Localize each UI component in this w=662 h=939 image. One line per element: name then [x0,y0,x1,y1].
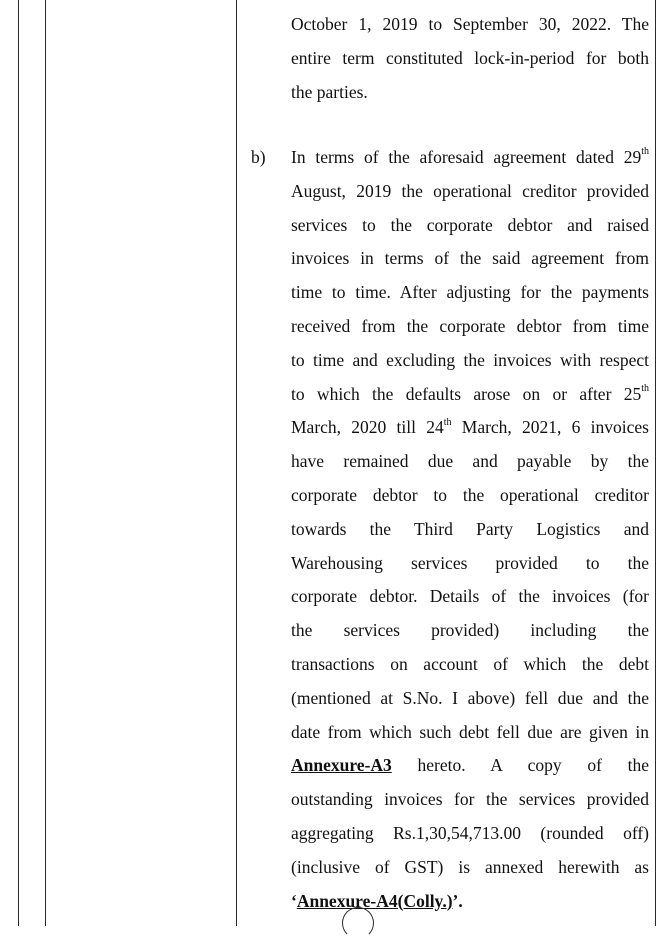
text-line: transactions on account of which the debt [291,653,649,674]
text-line: corporate debtor to the operational creditor [291,484,649,505]
text-line: received from the corporate debtor from time [291,315,649,336]
text-line: time to time. After adjusting for the payments [291,282,649,303]
text-line: the parties. [291,81,368,102]
paragraph-a-continuation [291,8,649,109]
text-run: to which the defaults arose on or after 25 [291,383,642,404]
text-line: towards the Third Party Logistics and [291,518,649,539]
page-number-circle-mark [342,907,374,939]
text-line: (inclusive of GST) is annexed herewith as [291,856,649,877]
text-line: services to the corporate debtor and raised [291,214,649,235]
text-run: March, 2021, 6 invoices [451,417,649,438]
text-line: outstanding invoices for the services provided [291,789,649,810]
table-border-right [655,0,656,926]
text-line: (mentioned at S.No. I above) fell due and the [291,687,649,708]
text-line: invoices in terms of the said agreement from [291,248,649,269]
text-line: October 1, 2019 to September 30, 2022. The [291,14,649,34]
ordinal-suffix: th [443,416,452,428]
text-line: entire term constituted lock-in-period for both [291,47,649,68]
text-line [291,749,649,783]
text-run: In terms of the aforesaid agreement dated 29 [291,147,642,167]
text-line: corporate debtor. Details of the invoices (for [291,586,649,607]
text-line: to time and excluding the invoices with respect [291,349,649,370]
text-line [291,141,649,175]
text-run: March, 2020 till 24 [291,417,444,438]
text-line: have remained due and payable by the [291,451,649,472]
item-label-b: b) [251,147,266,167]
open-quote: ‘ [291,890,297,911]
text-line: August, 2019 the operational creditor provided [291,180,649,201]
annexure-a3-reference: Annexure-A3 [291,755,392,776]
annexure-a4-reference: Annexure-A4(Colly.) [296,890,453,911]
table-column-divider-2 [236,0,237,926]
table-column-divider-1 [45,0,46,926]
table-border-left [18,0,19,926]
ordinal-suffix: th [641,382,649,394]
text-line [291,411,649,445]
paragraph-b [291,141,649,918]
ordinal-suffix: th [641,146,649,158]
text-line: the services provided) including the [291,620,649,641]
text-line: date from which such debt fell due are given in [291,721,649,742]
text-run: hereto. A copy of the [391,755,649,776]
text-line: Warehousing services provided to the [291,552,649,573]
text-line: aggregating Rs.1,30,54,713.00 (rounded off) [291,822,649,843]
close-quote: ’. [452,890,463,911]
text-line [291,378,649,412]
